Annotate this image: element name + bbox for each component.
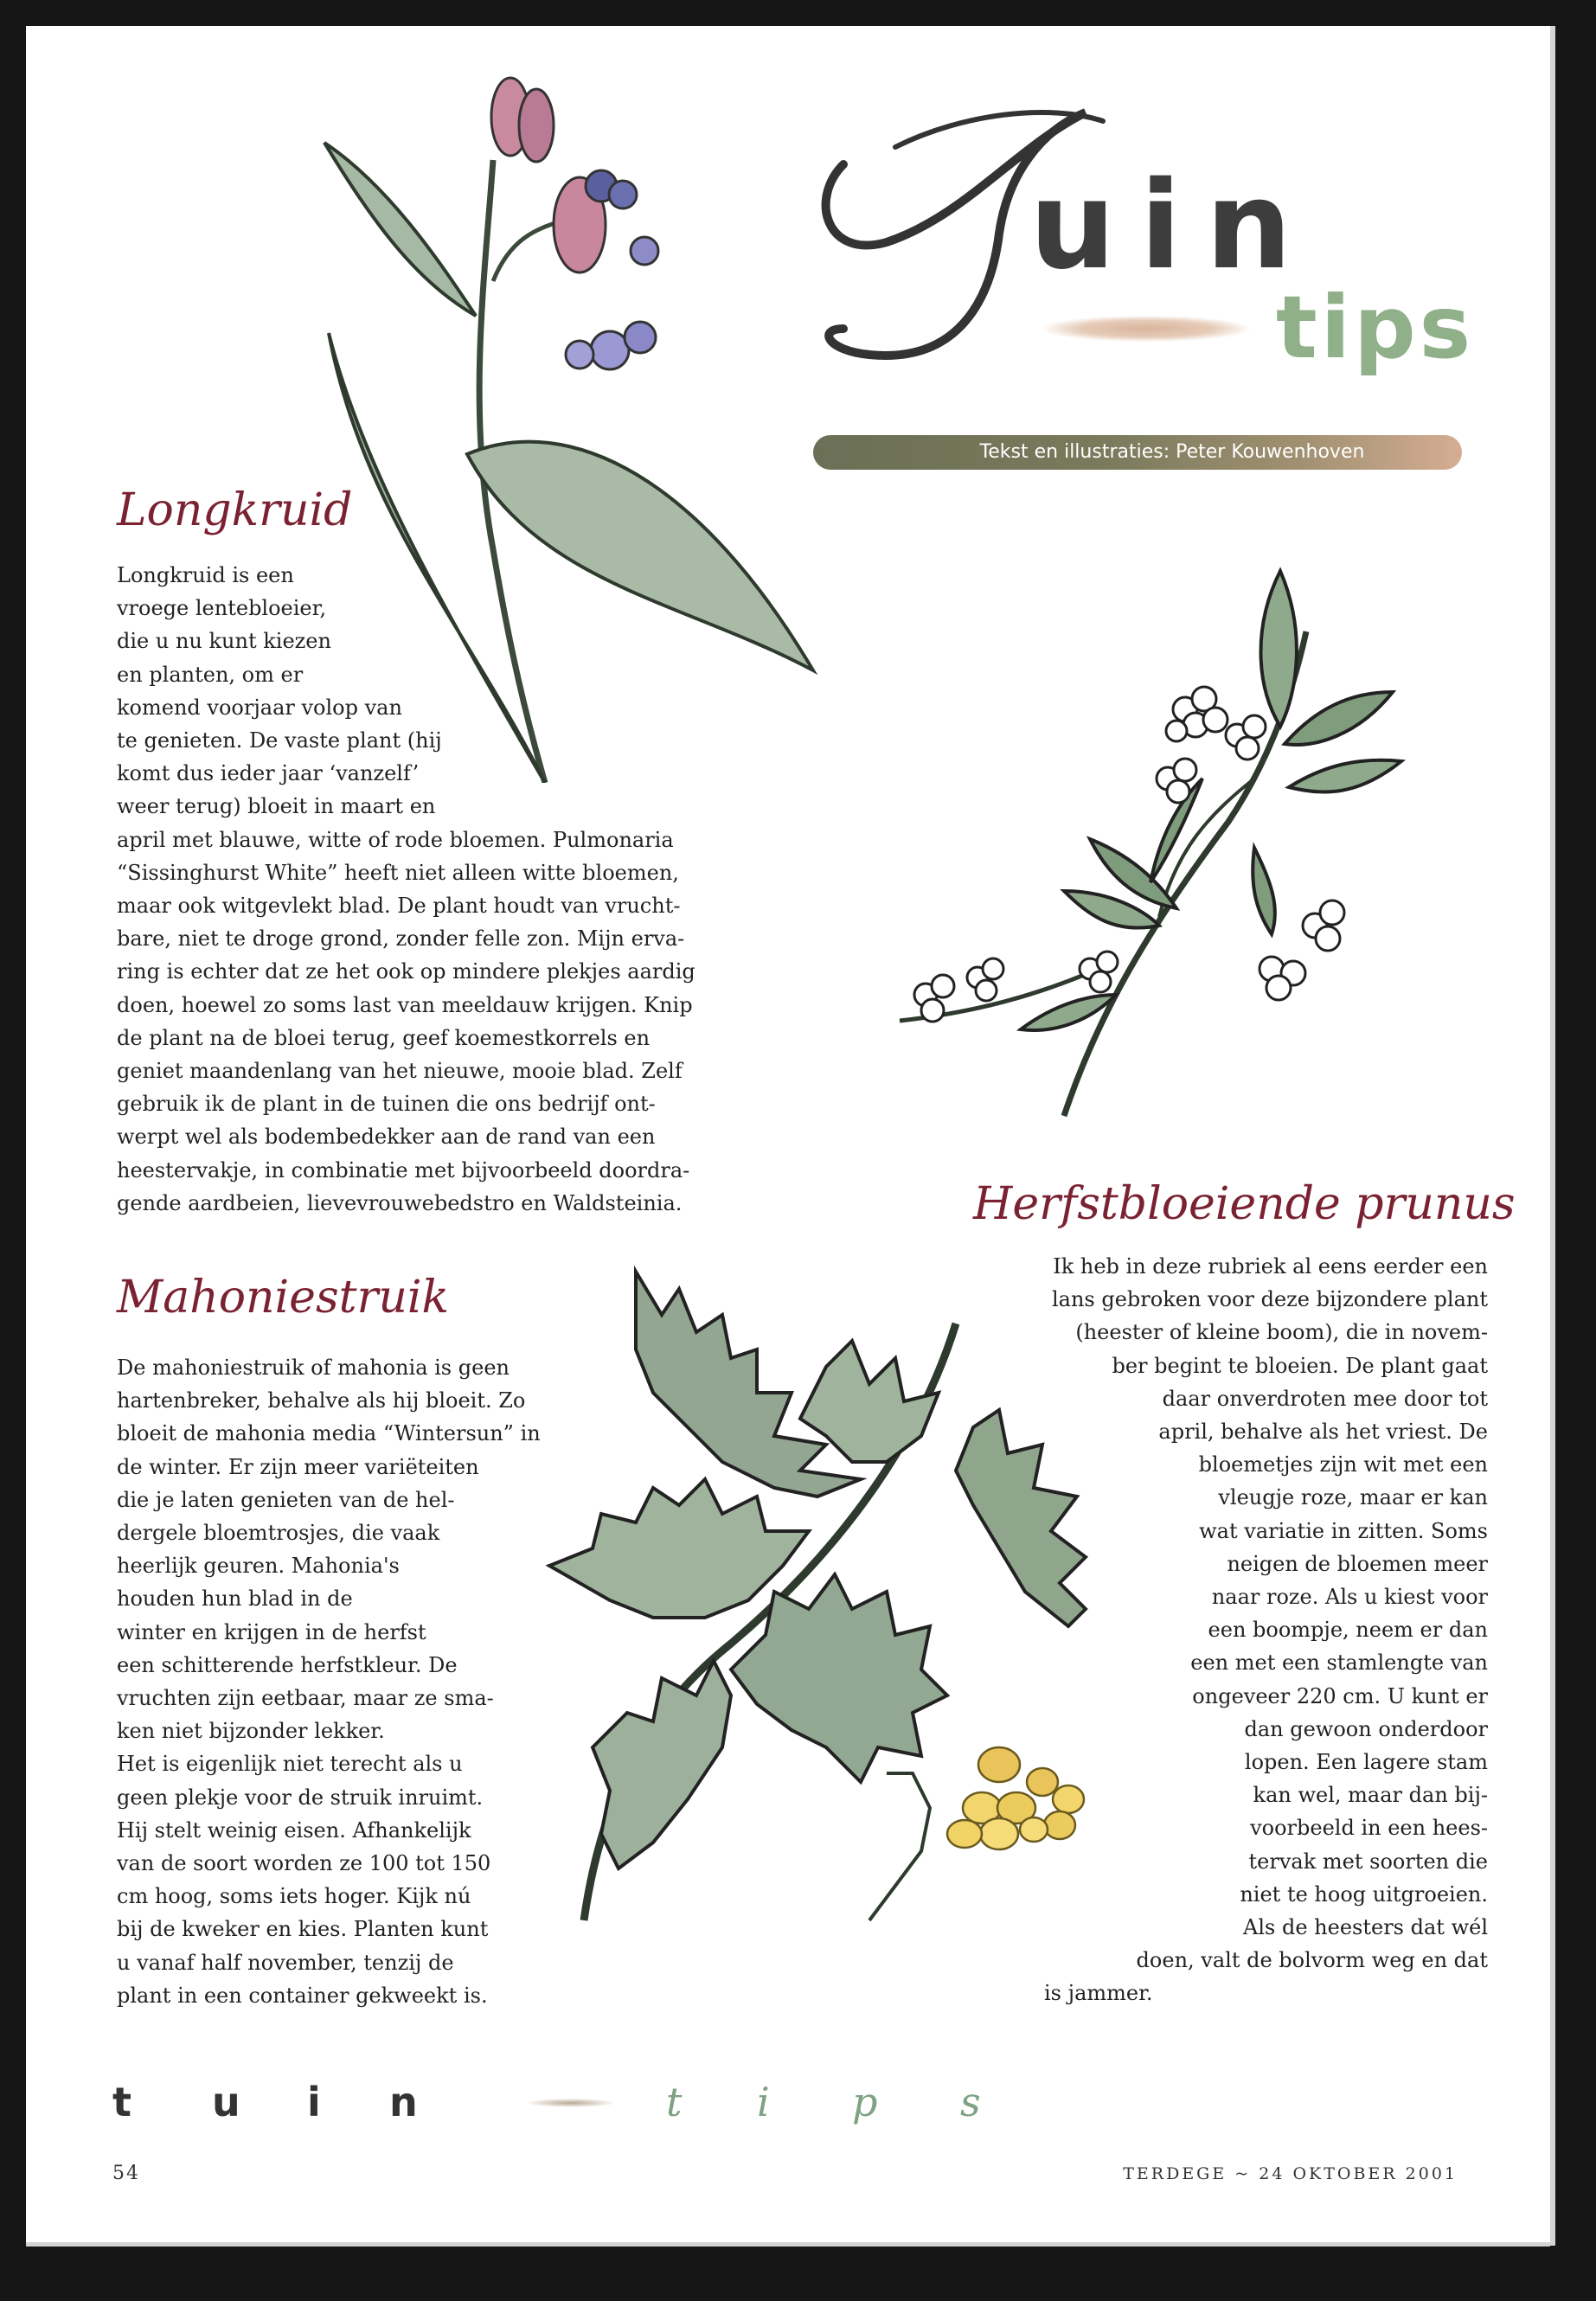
prunus-body-line: Als de heesters dat wél [1243,1915,1488,1940]
page-edge-right [1550,26,1555,2275]
prunus-body-line: april, behalve als het vriest. De [1158,1420,1488,1445]
prunus-body-line: (heester of kleine boom), die in novem- [1075,1320,1488,1345]
brush-stroke [1042,316,1250,342]
prunus-body-line: lans gebroken voor deze bijzondere plant [1051,1287,1488,1312]
footer-letter: n [389,2079,418,2125]
credit-text: Tekst en illustraties: Peter Kouwenhoven [979,441,1365,463]
mahonia-illustration [515,1263,1103,1955]
footer-tuin-tips [112,2076,986,2128]
prunus-body-line: daar onverdroten mee door tot [1162,1386,1488,1411]
mahoniestruik-body: De mahoniestruik of mahonia is geen hartenbreker, behalve als hij bloeit. Zo bloeit de mahonia media “Wintersun” in de winter. Er zijn meer variëteiten die je laten genieten van de hel- dergele bloemtrosjes, die vaak heerlijk geuren. Mahonia's houden hun blad in de winter en krijgen in de herfst een schitterende herfstkleur. De vruchten zijn eetbaar, maar ze sma- ken niet bijzonder lekker. Het is eigenlijk niet terecht als u geen plekje voor de struik inruimt. Hij stelt weinig eisen. Afhankelijk van de soort worden ze 100 tot 150 cm hoog, soms iets hoger. Kijk nú bij de kweker en kies. Planten kunt u vanaf half november, tenzij de plant in een container gekweekt is. [117,1356,541,2008]
prunus-body-line: tervak met soorten die [1248,1849,1488,1874]
credit-bar [813,435,1462,470]
masthead-word-tips: tips [1276,277,1475,378]
footer-letter: t [112,2079,131,2125]
longkruid-body: Longkruid is een vroege lentebloeier, die u nu kunt kiezen en planten, om er komend voorjaar volop van te genieten. De vaste plant (hij komt dus ieder jaar ‘vanzelf’ weer terug) bloeit in maart en april met blauwe, witte of rode bloemen. Pulmonaria “Sissinghurst White” heeft niet alleen witte bloemen, maar ook witgevlekt blad. De plant houdt van vrucht- bare, niet te droge grond, zonder felle zon. Mijn erva- ring is echter dat ze het ook op mindere plekjes aardig doen, hoewel zo soms last van meeldauw krijgen. Knip de plant na de bloei terug, geef koemestkorrels en geniet maandenlang van het nieuwe, mooie blad. Zelf gebruik ik de plant in de tuinen die ons bedrijf ont- werpt wel als bodembedekker aan de rand van een heestervakje, in combinatie met bijvoorbeeld doordra- gende aardbeien, lievevrouwebedstro en Waldsteinia. [117,563,695,1215]
scan-border-right [1550,0,1596,2301]
page-number: 54 [112,2163,140,2184]
footer-letter: p [852,2079,878,2125]
footer-brush-stroke [528,2099,614,2107]
prunus-body-line: neigen de bloemen meer [1227,1551,1488,1576]
prunus-body-line: voorbeeld in een hees- [1250,1816,1488,1841]
prunus-body-line: doen, valt de bolvorm weg en dat [1136,1948,1488,1973]
prunus-body-line: een boompje, neem er dan [1208,1618,1488,1643]
issue-date: TERDEGE ~ 24 OKTOBER 2001 [1123,2164,1458,2183]
prunus-body-line: wat variatie in zitten. Soms [1199,1518,1488,1543]
footer-letter: u [212,2079,240,2125]
scan-border-bottom [0,2246,1596,2301]
scan-border-left [0,0,26,2301]
prunus-body-line: Ik heb in deze rubriek al eens eerder een [1053,1254,1488,1279]
footer-letter: s [960,2079,981,2125]
prunus-body-line: naar roze. Als u kiest voor [1211,1585,1488,1610]
page-edge-bottom [26,2242,1550,2247]
prunus-body-line: een met een stamlengte van [1190,1650,1488,1676]
prunus-heading: Herfstbloeiende prunus [973,1178,1516,1230]
footer-letter: i [307,2079,321,2125]
prunus-body-line: vleugje roze, maar er kan [1218,1485,1488,1510]
prunus-body-line: ongeveer 220 cm. U kunt er [1192,1683,1488,1708]
scan-border-top [0,0,1596,26]
prunus-body-line: kan wel, maar dan bij- [1253,1783,1488,1808]
longkruid-heading: Longkruid [117,484,353,536]
prunus-body-line: ber begint te bloeien. De plant gaat [1112,1353,1488,1378]
prunus-body-line: bloemetjes zijn wit met een [1198,1452,1488,1477]
mahoniestruik-heading: Mahoniestruik [117,1272,450,1324]
prunus-body-line: lopen. Een lagere stam [1244,1750,1488,1775]
masthead-logo [792,95,1475,389]
prunus-body-line: niet te hoog uitgroeien. [1240,1881,1488,1907]
footer-letter: i [757,2079,770,2125]
footer-letter: t [666,2079,683,2125]
prunus-illustration [891,562,1427,1125]
prunus-body-line: is jammer. [1044,1981,1153,2006]
prunus-body-line: dan gewoon onderdoor [1244,1716,1488,1741]
masthead-word-uin: uin [1029,156,1317,297]
